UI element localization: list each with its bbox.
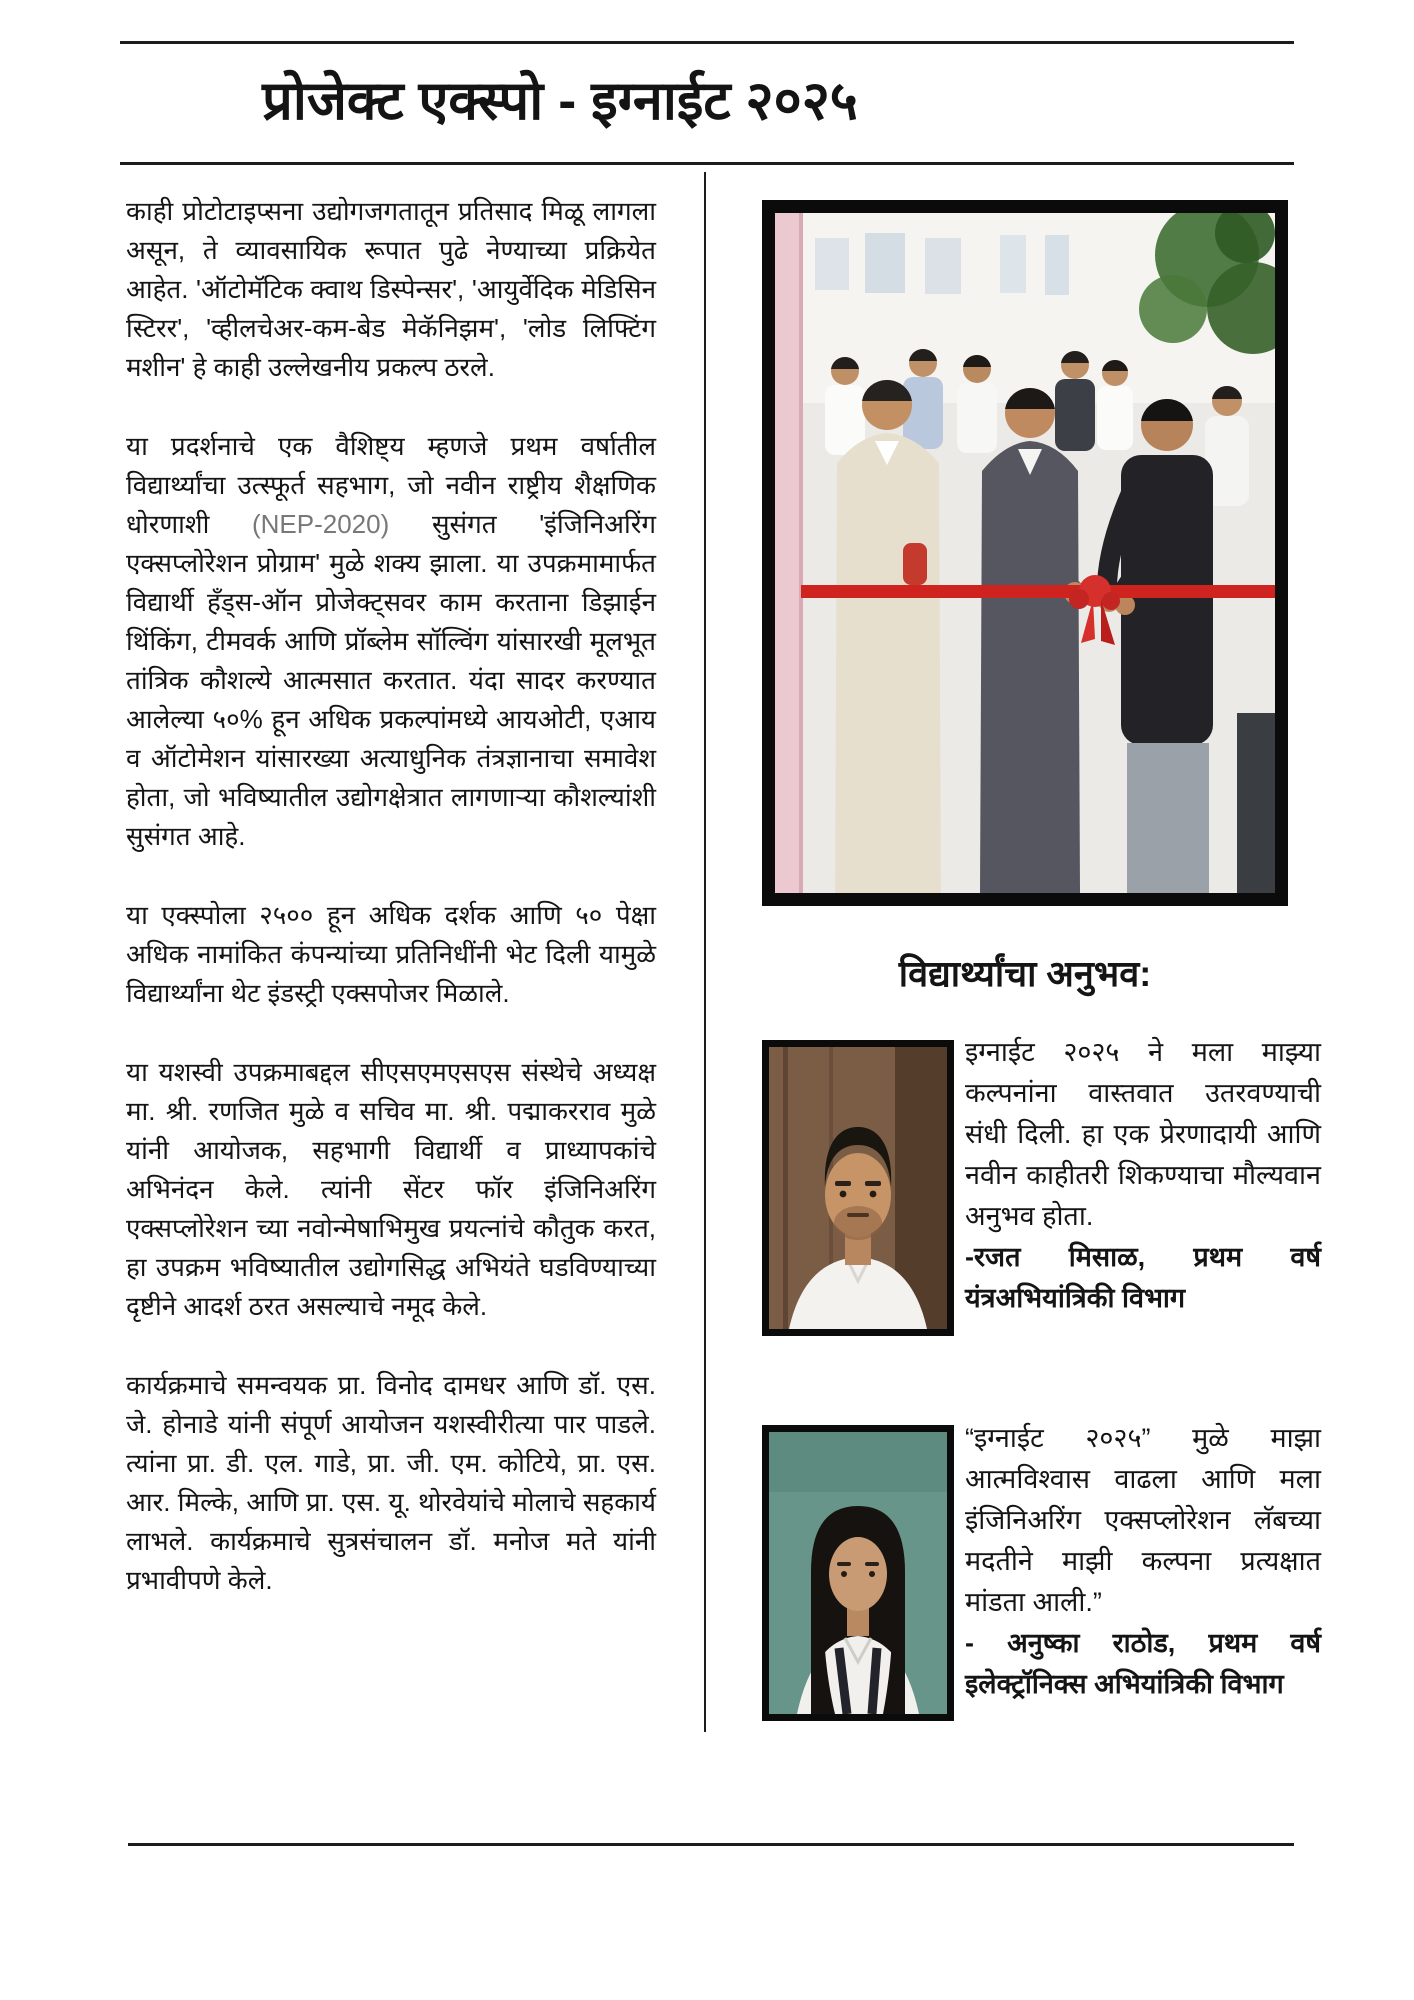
female-student-portrait-illustration: [769, 1432, 947, 1714]
ribbon-cutting-illustration: [775, 213, 1275, 893]
article-paragraph-3: या एक्स्पोला २५०० हून अधिक दर्शक आणि ५० पेक्षा अधिक नामांकित कंपन्यांच्या प्रतिनिधींनी भेट दिली यामुळे विद्यार्थ्यांना थेट इंडस्ट्री एक्सपोजर मिळाले.: [126, 900, 656, 1008]
paragraph-2-text-a: या प्रदर्शनाचे एक वैशिष्ट्य म्हणजे प्रथम वर्षातील विद्यार्थ्यांचा उत्स्फूर्त सहभाग, जो नवीन राष्ट्रीय शैक्षणिक धोरणाशी: [126, 431, 656, 539]
bottom-rule: [128, 1843, 1294, 1846]
article-paragraph-4: या यशस्वी उपक्रमाबद्दल सीएसएमएसएस संस्थेचे अध्यक्ष मा. श्री. रणजित मुळे व सचिव मा. श्री. पद्माकरराव मुळे यांनी आयोजक, सहभागी विद्यार्थी व प्राध्यापकांचे अभिनंदन केले. त्यांनी सेंटर फॉर इंजिनिअरिंग एक्सप्लोरेशन च्या नवोन्मेषाभिमुख प्रयत्नांचे कौतुक करत, हा उपक्रम भविष्यातील उद्योगसिद्ध अभियंते घडविण्याच्या दृष्टीने आदर्श ठरत असल्याचे नमूद केले.: [126, 1057, 656, 1321]
portrait-photo-anushka: [762, 1425, 954, 1721]
testimonial-attribution: - अनुष्का राठोड, प्रथम वर्ष इलेक्ट्रॉनिक्स अभियांत्रिकी विभाग: [965, 1628, 1321, 1699]
testimonial-1: [965, 1032, 1321, 1319]
paragraph-2-text-b: सुसंगत 'इंजिनिअरिंग एक्सप्लोरेशन प्रोग्राम' मुळे शक्य झाला. या उपक्रमामार्फत विद्यार्थी हँड्स-ऑन प्रोजेक्ट्सवर काम करताना डिझाईन थिंकिंग, टीमवर्क आणि प्रॉब्लेम सॉल्विंग यांसारखी मूलभूत तांत्रिक कौशल्ये आत्मसात करतात. यंदा सादर करण्यात आलेल्या ५०% हून अधिक प्रकल्पांमध्ये आयओटी, एआय व ऑटोमेशन यांसारख्या अत्याधुनिक तंत्रज्ञानाचा समावेश होता, जो भविष्यातील उद्योगक्षेत्रात लागणाऱ्या कौशल्यांशी सुसंगत आहे.: [126, 509, 656, 851]
male-student-portrait-illustration: [769, 1047, 947, 1329]
page-title: प्रोजेक्ट एक्स्पो - इग्नाईट २०२५: [262, 71, 858, 131]
testimonial-attribution: -रजत मिसाळ, प्रथम वर्ष यंत्रअभियांत्रिकी विभाग: [965, 1242, 1321, 1313]
article-paragraph-1: काही प्रोटोटाइप्सना उद्योगजगतातून प्रतिसाद मिळू लागला असून, ते व्यावसायिक रूपात पुढे नेण्याच्या प्रक्रियेत आहेत. 'ऑटोमॅटिक क्वाथ डिस्पेन्सर', 'आयुर्वेदिक मेडिसिन स्टिरर', 'व्हीलचेअर-कम-बेड मेकॅनिझम', 'लोड लिफ्टिंग मशीन' हे काही उल्लेखनीय प्रकल्प ठरले.: [126, 196, 656, 382]
article-column: [126, 192, 656, 1640]
nep-2020-label: (NEP-2020): [251, 509, 390, 539]
pink-pillar: [775, 213, 799, 893]
testimonial-quote: इग्नाईट २०२५ ने मला माझ्या कल्पनांना वास्तवात उतरवण्याची संधी दिली. हा एक प्रेरणादायी आणि नवीन काहीतरी शिकण्याचा मौल्यवान अनुभव होता.: [965, 1037, 1321, 1231]
title-underline-rule: [120, 162, 1294, 165]
testimonial-2: [965, 1418, 1321, 1705]
column-divider-rule: [704, 172, 706, 1732]
pillar-edge: [799, 213, 803, 893]
ribbon-cutting-photo: [762, 200, 1288, 906]
man-cream-suit: [835, 380, 941, 893]
article-paragraph-2: [126, 427, 656, 856]
testimonial-quote: “इग्नाईट २०२५” मुळे माझा आत्मविश्वास वाढला आणि मला इंजिनिअरिंग एक्सप्लोरेशन लॅबच्या मदतीने माझी कल्पना प्रत्यक्षात मांडता आली.”: [965, 1423, 1321, 1617]
man-dark-suit: [980, 388, 1086, 893]
experience-heading: विद्यार्थ्यांचा अनुभव:: [898, 953, 1152, 994]
portrait-photo-rajat: [762, 1040, 954, 1336]
article-paragraph-5: कार्यक्रमाचे समन्वयक प्रा. विनोद दामधर आणि डॉ. एस. जे. होनाडे यांनी संपूर्ण आयोजन यशस्वीरीत्या पार पाडले. त्यांना प्रा. डी. एल. गाडे, प्रा. जी. एम. कोटिये, प्रा. एस. आर. मिल्के, आणि प्रा. एस. यू. थोरवेयांचे मोलाचे सहकार्य लाभले. कार्यक्रमाचे सुत्रसंचालन डॉ. मनोज मते यांनी प्रभावीपणे केले.: [126, 1370, 656, 1595]
